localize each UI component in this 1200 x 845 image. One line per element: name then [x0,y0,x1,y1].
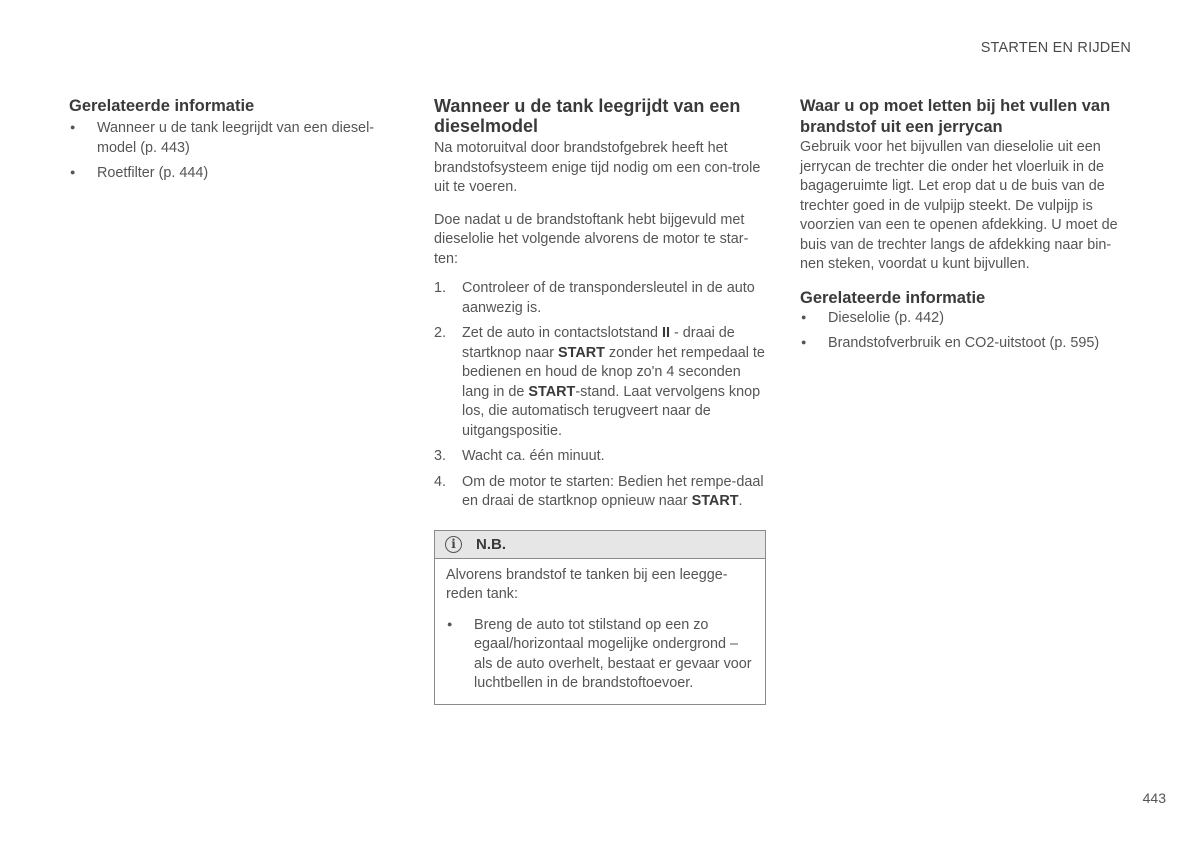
column-middle [434,96,766,705]
start-label: START [691,493,739,509]
related-link-diesel-oil[interactable]: ● Dieselolie (p. 442) [800,309,1135,329]
related-info-list [69,119,399,184]
step-item [434,279,766,318]
column-right [800,96,1135,360]
step-text-part: . [738,493,743,509]
step-text [462,325,765,439]
note-list [446,616,754,694]
page-number: 443 [1142,790,1166,806]
step-text-part: Zet de auto in contactslotstand [462,325,662,341]
step-number: 4. [434,473,447,490]
step-text-part: Om de motor te starten: Bedien het rempe-daal en draai de startknop opnieuw naar [462,473,764,509]
related-info-heading: Gerelateerde informatie [69,97,255,115]
related-info-heading: Gerelateerde informatie [800,288,986,307]
steps-list [434,279,766,512]
note-box [434,530,766,705]
note-title: N.B. [476,535,506,553]
step-text-part: -stand. Laat vervolgens knop los, die automatisch terugveert naar de uitgangspositie. [462,383,761,439]
related-link-empty-tank[interactable]: ● Wanneer u de tank leegrijdt van een diesel-model (p. 443) [69,119,399,158]
section-title-empty-tank: Wanneer u de tank leegrijdt van een dieselmodel [434,96,741,136]
column-left [69,96,399,190]
related-link-soot-filter[interactable]: ● Roetfilter (p. 444) [69,164,399,184]
step-item [434,324,766,441]
section-title-jerrycan: Waar u op moet letten bij het vullen van brandstof uit een jerrycan [800,97,1111,136]
note-text: Alvorens brandstof te tanken bij een leegge-reden tank: [446,566,728,602]
instruction-paragraph: Doe nadat u de brandstoftank hebt bijgevuld met dieselolie het volgende alvorens de motor te star-ten: [434,211,749,267]
step-text: Wacht ca. één minuut. [462,448,605,464]
step-item [434,447,766,467]
note-bullet: ● Breng de auto tot stilstand op een zo egaal/horizontaal mogelijke ondergrond – als de auto overhelt, bestaat er gevaar voor luchtbellen in de brandstoftoevoer. [446,616,754,694]
section-header: STARTEN EN RIJDEN [980,40,1131,56]
step-item [434,473,766,512]
step-text [462,474,764,510]
step-number: 2. [434,325,447,341]
info-icon: i [445,536,462,553]
intro-paragraph: Na motoruitval door brandstofgebrek heeft het brandstofsysteem enige tijd nodig om een con-trole uit te voeren. [434,140,761,195]
jerrycan-paragraph: Gebruik voor het bijvullen van dieselolie uit een jerrycan de trechter die onder het vloerluik in de bagageruimte ligt. Let erop dat u de buis van de trechter goed in de vulpijp steekt. De vulpijp is voorzien van een te openen afdekking. U moet de buis van de trechter langs de afdekking naar bin-nen steken, voordat u kunt bijvullen. [800,139,1118,272]
step-text: Controleer of de transpondersleutel in de auto aanwezig is. [462,280,755,316]
start-label: START [528,383,576,400]
note-body [435,559,765,704]
ignition-position-label: II [662,325,670,341]
start-label: START [558,344,605,361]
step-text-part: zonder het rempedaal te bedienen en houd de knop zo'n 4 seconden lang in de [462,344,765,400]
step-text-part: - draai de startknop naar [462,325,735,361]
note-header [435,531,765,559]
step-number: 1. [434,280,447,296]
related-info-list [800,309,1135,354]
step-number: 3. [434,448,447,464]
related-link-fuel-consumption[interactable]: ● Brandstofverbruik en CO2-uitstoot (p. 595) [800,334,1135,354]
